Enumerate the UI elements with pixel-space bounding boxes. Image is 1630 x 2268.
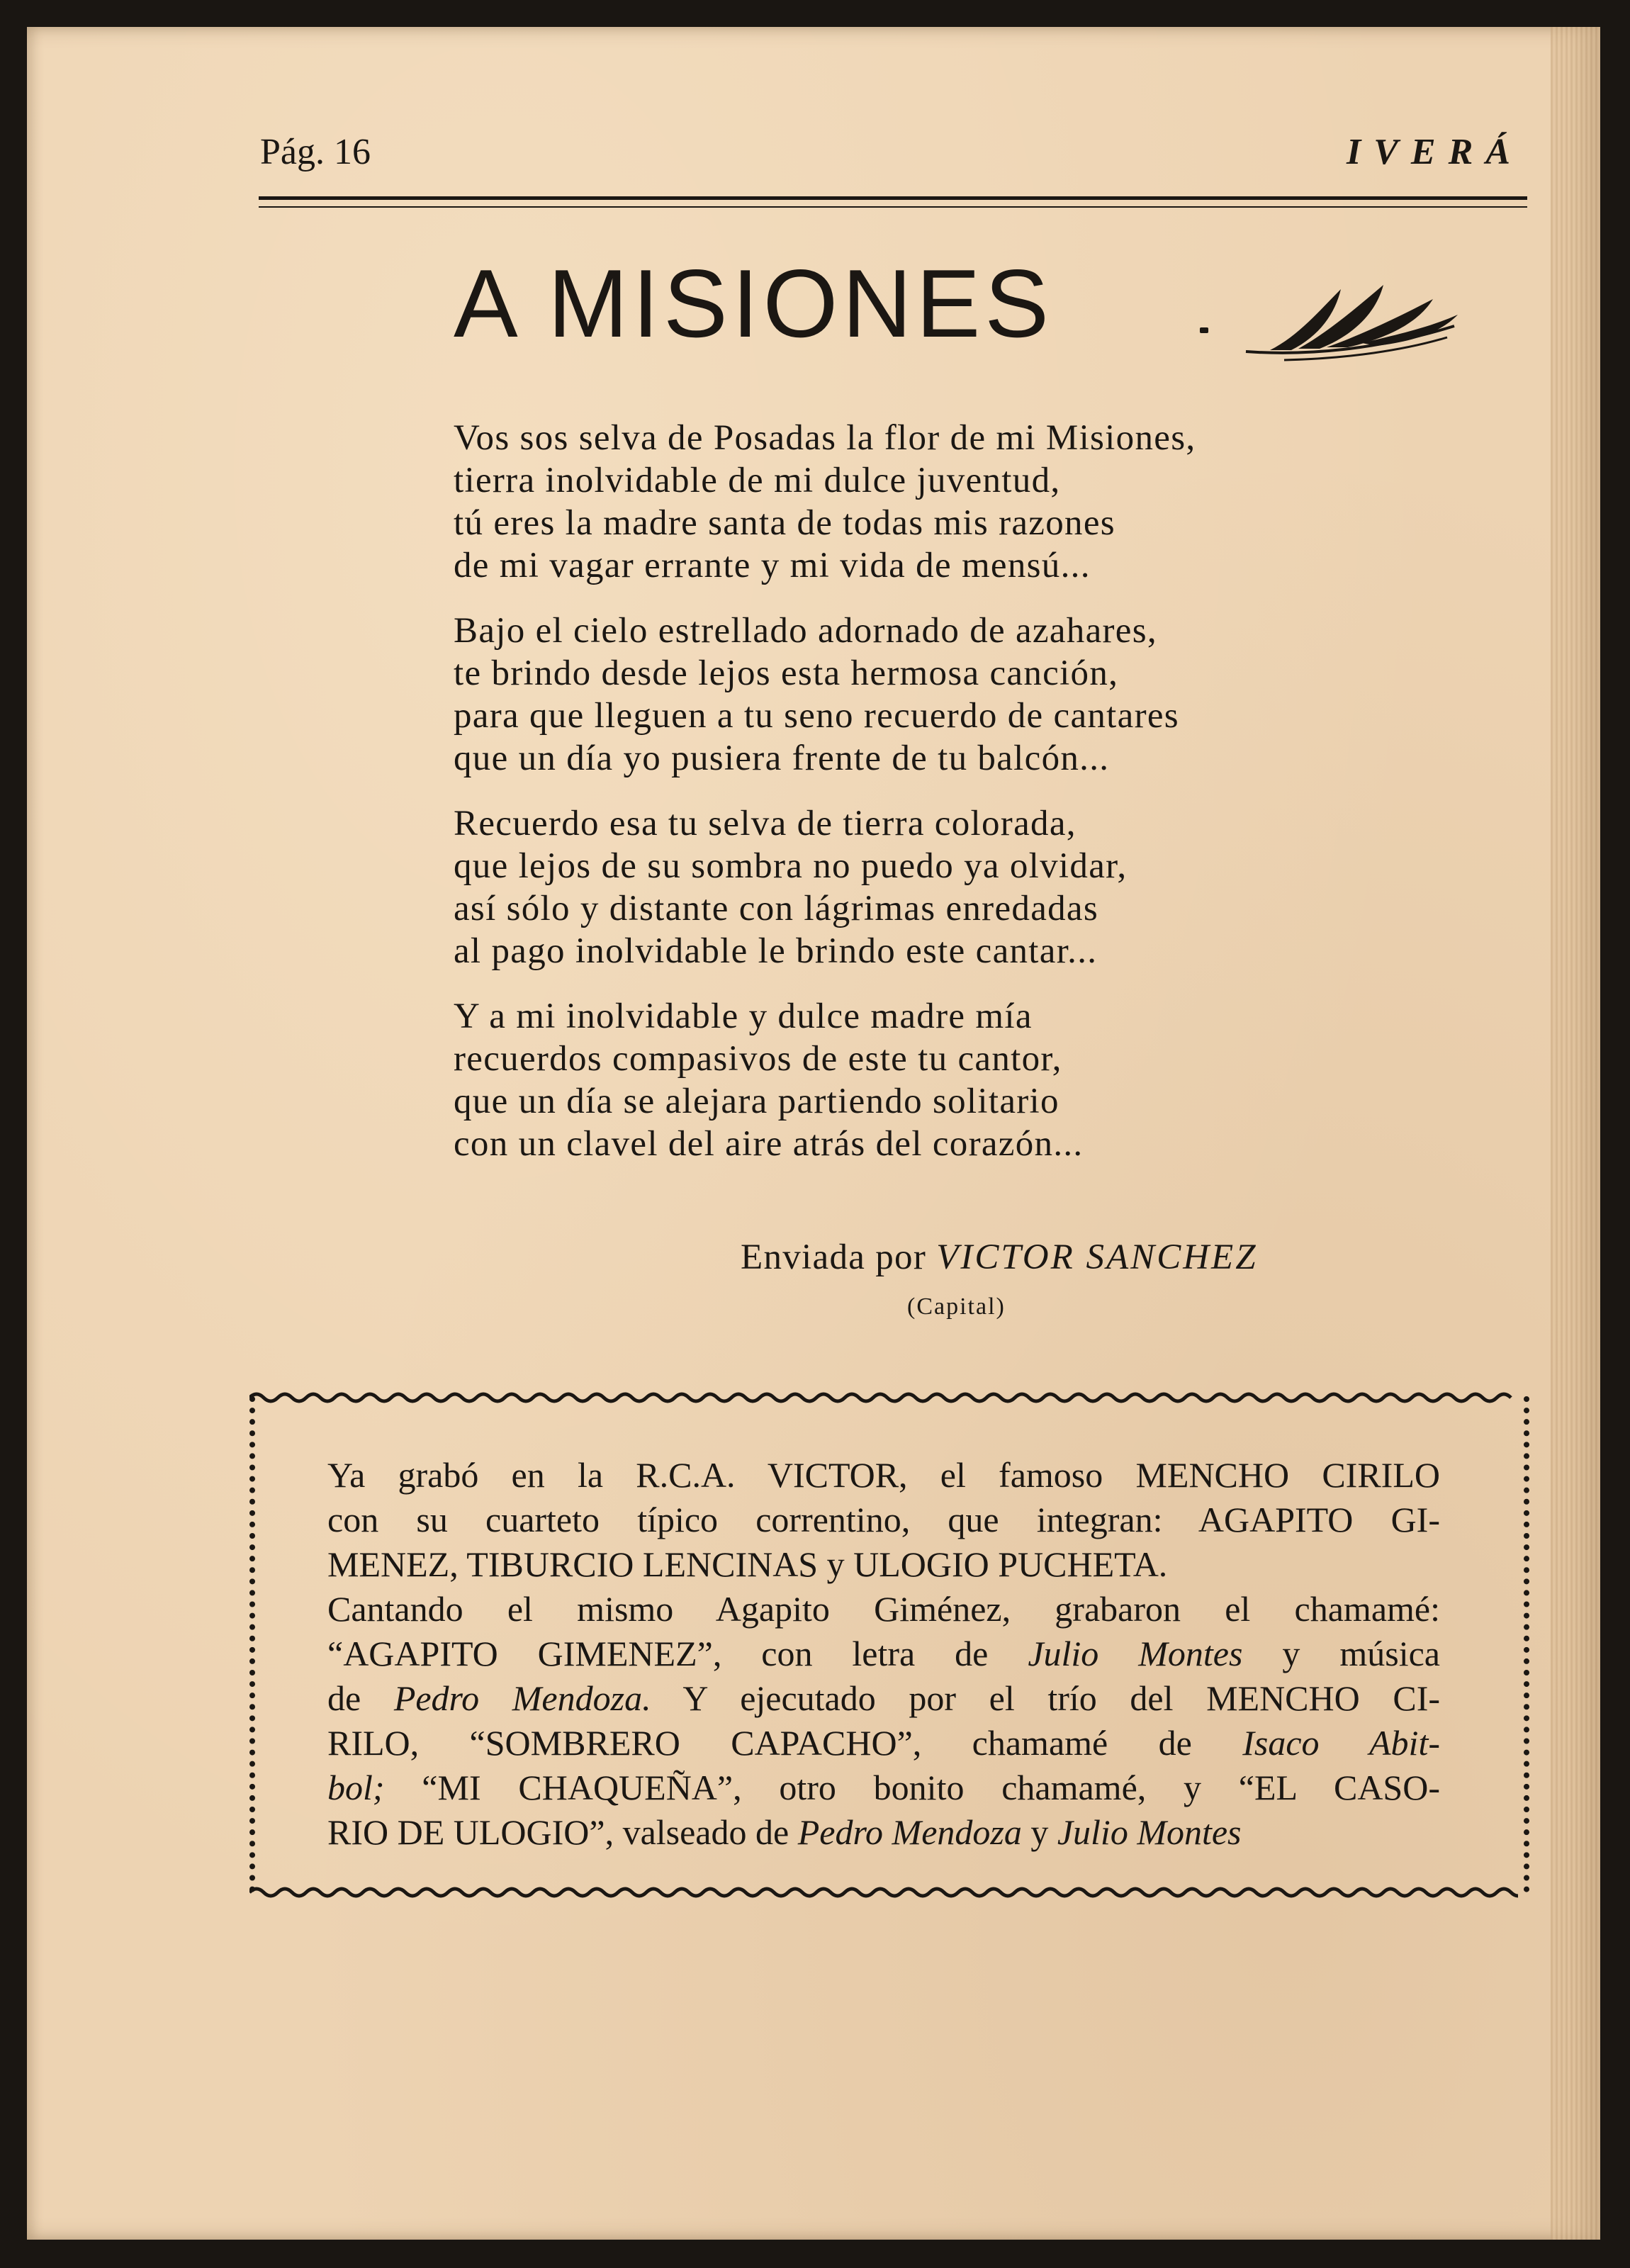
poem-verse: tierra inolvidable de mi dulce juventud, [454, 461, 1061, 500]
notice-text-run: y [1021, 1812, 1057, 1852]
notice-line [327, 1453, 1440, 1498]
notice-bottom-border [249, 1885, 1518, 1899]
running-head [230, 110, 1527, 174]
poem-verse: que un día se alejara partiendo solitario [454, 1082, 1060, 1121]
notice-text-run: “MI CHAQUEÑA”, otro bonito chamamé, y “EL CASO- [384, 1768, 1440, 1807]
poem-verse: para que lleguen a tu seno recuerdo de cantares [454, 696, 1179, 736]
poem-stanza [454, 995, 1375, 1165]
notice-italic-text: Pedro Mendoza. [393, 1678, 651, 1718]
poem-verse: tú eres la madre santa de todas mis razones [454, 503, 1115, 543]
page-gutter-edge [1551, 27, 1600, 2240]
poem-verse: Recuerdo esa tu selva de tierra colorada, [454, 804, 1077, 843]
credit-author: VICTOR SANCHEZ [936, 1237, 1258, 1277]
page-number: Pág. 16 [260, 132, 371, 172]
poem-title: A MISIONES [454, 249, 1053, 357]
poem-verse: que un día yo pusiera frente de tu balcón... [454, 739, 1110, 778]
notice-text-run: RILO, “SOMBRERO CAPACHO”, chamamé de [327, 1723, 1243, 1763]
poem-verse: Bajo el cielo estrellado adornado de azahares, [454, 611, 1157, 651]
header-rule-thin [259, 206, 1527, 208]
title-dot [1200, 327, 1208, 333]
notice-italic-text: Isaco Abit- [1242, 1723, 1440, 1763]
header-rule [259, 196, 1527, 200]
notice-text-run: RIO DE ULOGIO”, valseado de [327, 1812, 798, 1852]
poem-verse: al pago inolvidable le brindo este cantar... [454, 931, 1098, 971]
notice-text-run: MENEZ, TIBURCIO LENCINAS y ULOGIO PUCHETA. [327, 1544, 1168, 1584]
notice-italic-text: Julio Montes [1028, 1634, 1243, 1673]
poem-verse: de mi vagar errante y mi vida de mensú... [454, 546, 1091, 585]
credit-prefix: Enviada por [741, 1237, 927, 1277]
notice-line [327, 1632, 1440, 1676]
poem-body [454, 417, 1375, 1188]
notice-italic-text: Julio Montes [1057, 1812, 1242, 1852]
notice-line [327, 1542, 1440, 1587]
credit-place: (Capital) [907, 1293, 1006, 1320]
poem-stanza [454, 610, 1375, 780]
poem-verse: Vos sos selva de Posadas la flor de mi Misiones, [454, 418, 1196, 458]
notice-text-run: “AGAPITO GIMENEZ”, con letra de [327, 1634, 1028, 1673]
poem-stanza [454, 802, 1375, 972]
notice-line [327, 1765, 1440, 1810]
notice-text-run: Ya grabó en la R.C.A. VICTOR, el famoso MENCHO CIRILO [327, 1455, 1440, 1495]
notice-text-run: Cantando el mismo Agapito Giménez, grabaron el chamamé: [327, 1589, 1440, 1629]
poem-stanza [454, 417, 1375, 587]
poem-verse: te brindo desde lejos esta hermosa canción, [454, 653, 1119, 693]
poem-verse: que lejos de su sombra no puedo ya olvidar, [454, 846, 1128, 886]
notice-italic-text: Pedro Mendoza [797, 1812, 1022, 1852]
notice-line [327, 1676, 1440, 1721]
poem-verse: Y a mi inolvidable y dulce madre mía [454, 997, 1033, 1036]
magazine-name: IVERÁ [1347, 132, 1523, 172]
poem-verse: con un clavel del aire atrás del corazón... [454, 1124, 1084, 1164]
notice-text-run: y música [1242, 1634, 1440, 1673]
notice-line [327, 1498, 1440, 1542]
notice-italic-text: bol; [327, 1768, 385, 1807]
feather-ornament-icon [1242, 268, 1468, 367]
notice-line [327, 1587, 1440, 1632]
notice-text-run: de [327, 1678, 394, 1718]
poem-verse: así sólo y distante con lágrimas enredadas [454, 889, 1099, 928]
notice-text-run: Y ejecutado por el trío del MENCHO CI- [651, 1678, 1441, 1718]
notice-text-run: con su cuarteto típico correntino, que integran: AGAPITO GI- [327, 1500, 1440, 1539]
credit-line [741, 1237, 1258, 1278]
notice-line [327, 1721, 1440, 1765]
notice-line [327, 1810, 1440, 1855]
notice-text [327, 1453, 1440, 1855]
poem-verse: recuerdos compasivos de este tu cantor, [454, 1039, 1062, 1079]
